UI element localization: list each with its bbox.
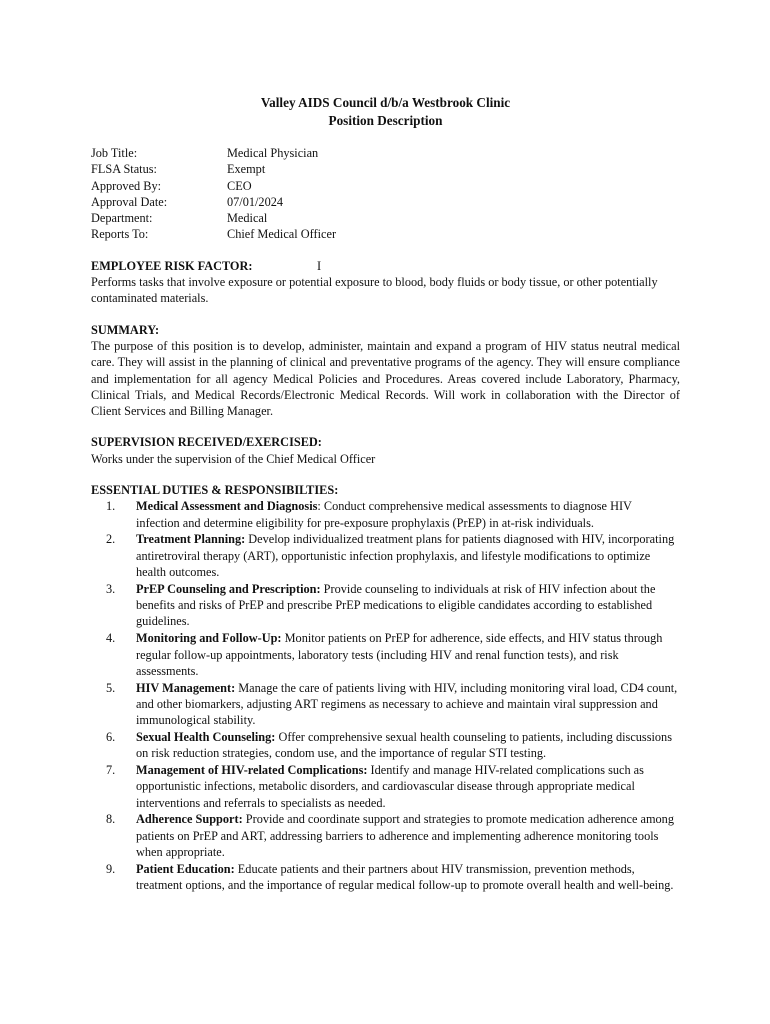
duty-number (91, 581, 136, 630)
document-header (91, 94, 680, 129)
duty-item (91, 581, 680, 630)
document-title: Position Description (328, 112, 443, 128)
meta-value: Medical (227, 211, 268, 226)
duty-title: Patient Education: (136, 861, 235, 876)
duty-item (91, 498, 680, 531)
duties-heading: ESSENTIAL DUTIES & RESPONSIBILTIES: (91, 483, 339, 498)
duty-number-label: 7. (106, 763, 116, 778)
duty-item (91, 531, 680, 580)
duty-body (136, 581, 678, 630)
duty-number-label: 6. (106, 730, 116, 744)
duty-number (91, 861, 136, 894)
duty-title: Sexual Health Counseling: (136, 730, 276, 744)
document-page (91, 94, 680, 894)
duty-text: Conduct comprehensive medical assessments to diagnose HIV infection and determine eligibility for pre-exposure prophylaxis (PrEP) in at-risk individuals. (136, 499, 632, 530)
duty-body (136, 498, 678, 531)
duty-title: HIV Management: (136, 680, 236, 695)
duty-text: Manage the care of patients living with HIV, including monitoring viral load, CD4 count, and other biomarkers, adjusting ART regimens as necessary to achieve and maintain viral suppression and immunological stability. (136, 680, 678, 728)
duty-item (91, 680, 680, 729)
duty-item (91, 861, 680, 894)
duty-number-label: 5. (106, 680, 116, 695)
duty-title: Medical Assessment and Diagnosis (136, 499, 318, 514)
duty-body (136, 630, 678, 679)
duty-text: Educate patients and their partners about HIV transmission, prevention methods, treatment options, and the importance of regular medical follow-up to promote overall health and well-being. (136, 861, 674, 893)
meta-key: FLSA Status: (91, 162, 157, 177)
meta-row-approval-date (91, 194, 680, 210)
meta-row-job-title (91, 145, 680, 161)
meta-key: Approval Date: (91, 194, 168, 209)
meta-key: Approved By: (91, 178, 162, 193)
meta-row-approved-by (91, 178, 680, 194)
meta-row-reports-to (91, 226, 680, 242)
duty-number-label: 9. (106, 861, 116, 876)
supervision-section (91, 434, 680, 467)
meta-key: Reports To: (91, 227, 149, 242)
meta-row-flsa-status (91, 161, 680, 177)
duty-text: Provide counseling to individuals at risk of HIV infection about the benefits and risks of PrEP and prescribe PrEP medications to eligible candidates according to established guidelines. (136, 581, 656, 629)
duty-text: Develop individualized treatment plans for patients diagnosed with HIV, incorporating antiretroviral therapy (ART), opportunistic infection prophylaxis, and lifestyle modifications to optimize health outcomes. (136, 532, 675, 580)
risk-factor-section (91, 258, 680, 307)
risk-factor-text: Performs tasks that involve exposure or potential exposure to blood, body fluids or body tissue, or other potentially contaminated materials. (91, 275, 658, 306)
duty-text: Provide and coordinate support and strategies to promote medication adherence among patients on PrEP and ART, addressing barriers to adherence and implementing adherence monitoring tools when appropriate. (136, 812, 674, 860)
duty-number-label: 8. (106, 812, 116, 827)
duty-title: Management of HIV-related Complications: (136, 763, 368, 778)
duty-item (91, 729, 680, 762)
duty-number (91, 811, 136, 860)
meta-value: CEO (227, 178, 252, 193)
risk-factor-row (91, 258, 680, 274)
duty-text: Offer comprehensive sexual health counseling to patients, including discussions on risk reduction strategies, condom use, and the importance of regular STI testing. (136, 730, 672, 761)
meta-row-department (91, 210, 680, 226)
summary-section (91, 322, 680, 420)
meta-value: 07/01/2024 (227, 194, 284, 209)
duty-number (91, 680, 136, 729)
duty-number (91, 531, 136, 580)
duty-number (91, 762, 136, 811)
duty-number-label: 2. (106, 532, 116, 547)
duty-body (136, 811, 678, 860)
duty-text: Identify and manage HIV-related complications such as opportunistic infections, metabolic disorders, and cardiovascular disease through appropriate medical interventions and referrals to specialists as needed. (136, 763, 644, 810)
duty-separator: : (317, 499, 321, 514)
duty-number-label: 1. (106, 499, 116, 514)
duties-list (91, 498, 680, 893)
duty-number-label: 3. (106, 581, 116, 596)
meta-key: Department: (91, 211, 153, 226)
duty-title: Treatment Planning: (136, 532, 246, 547)
duty-item (91, 762, 680, 811)
duty-body (136, 680, 678, 729)
duty-body (136, 531, 678, 580)
risk-factor-level: I (317, 258, 322, 273)
meta-key: Job Title: (91, 146, 138, 160)
organization-title: Valley AIDS Council d/b/a Westbrook Clinic (260, 95, 511, 110)
position-meta (91, 145, 680, 243)
duty-text: Monitor patients on PrEP for adherence, side effects, and HIV status through regular follow-up appointments, laboratory tests (including HIV and renal function tests), and risk assessments. (136, 631, 663, 678)
meta-value: Chief Medical Officer (227, 227, 337, 242)
duty-item (91, 630, 680, 679)
duty-number (91, 498, 136, 531)
duty-body (136, 762, 678, 811)
meta-value: Medical Physician (227, 146, 319, 160)
duty-item (91, 811, 680, 860)
duty-title: Monitoring and Follow-Up: (136, 631, 282, 646)
supervision-heading: SUPERVISION RECEIVED/EXERCISED: (91, 435, 322, 450)
duty-title: Adherence Support: (136, 812, 243, 827)
summary-text: The purpose of this position is to develop, administer, maintain and expand a program of HIV status neutral medical care. They will assist in the planning of clinical and preventative programs of the agency. They will ensure compliance and implementation for all agency Medical Policies and Procedures. Areas covered include Laboratory, Pharmacy, Clinical Trials, and Medical Records/Electronic Medical Records. Will work in collaboration with the Director of Client Services and Billing Manager. (91, 338, 680, 419)
summary-heading: SUMMARY: (91, 322, 160, 337)
duty-body (136, 729, 678, 762)
duty-body (136, 861, 678, 894)
duty-title: PrEP Counseling and Prescription: (136, 581, 321, 596)
risk-factor-heading: EMPLOYEE RISK FACTOR: (91, 258, 253, 273)
supervision-text: Works under the supervision of the Chief Medical Officer (91, 451, 376, 466)
duty-number (91, 630, 136, 679)
meta-value: Exempt (227, 162, 266, 177)
duty-number (91, 729, 136, 762)
duties-section (91, 482, 680, 893)
duty-number-label: 4. (106, 631, 116, 646)
